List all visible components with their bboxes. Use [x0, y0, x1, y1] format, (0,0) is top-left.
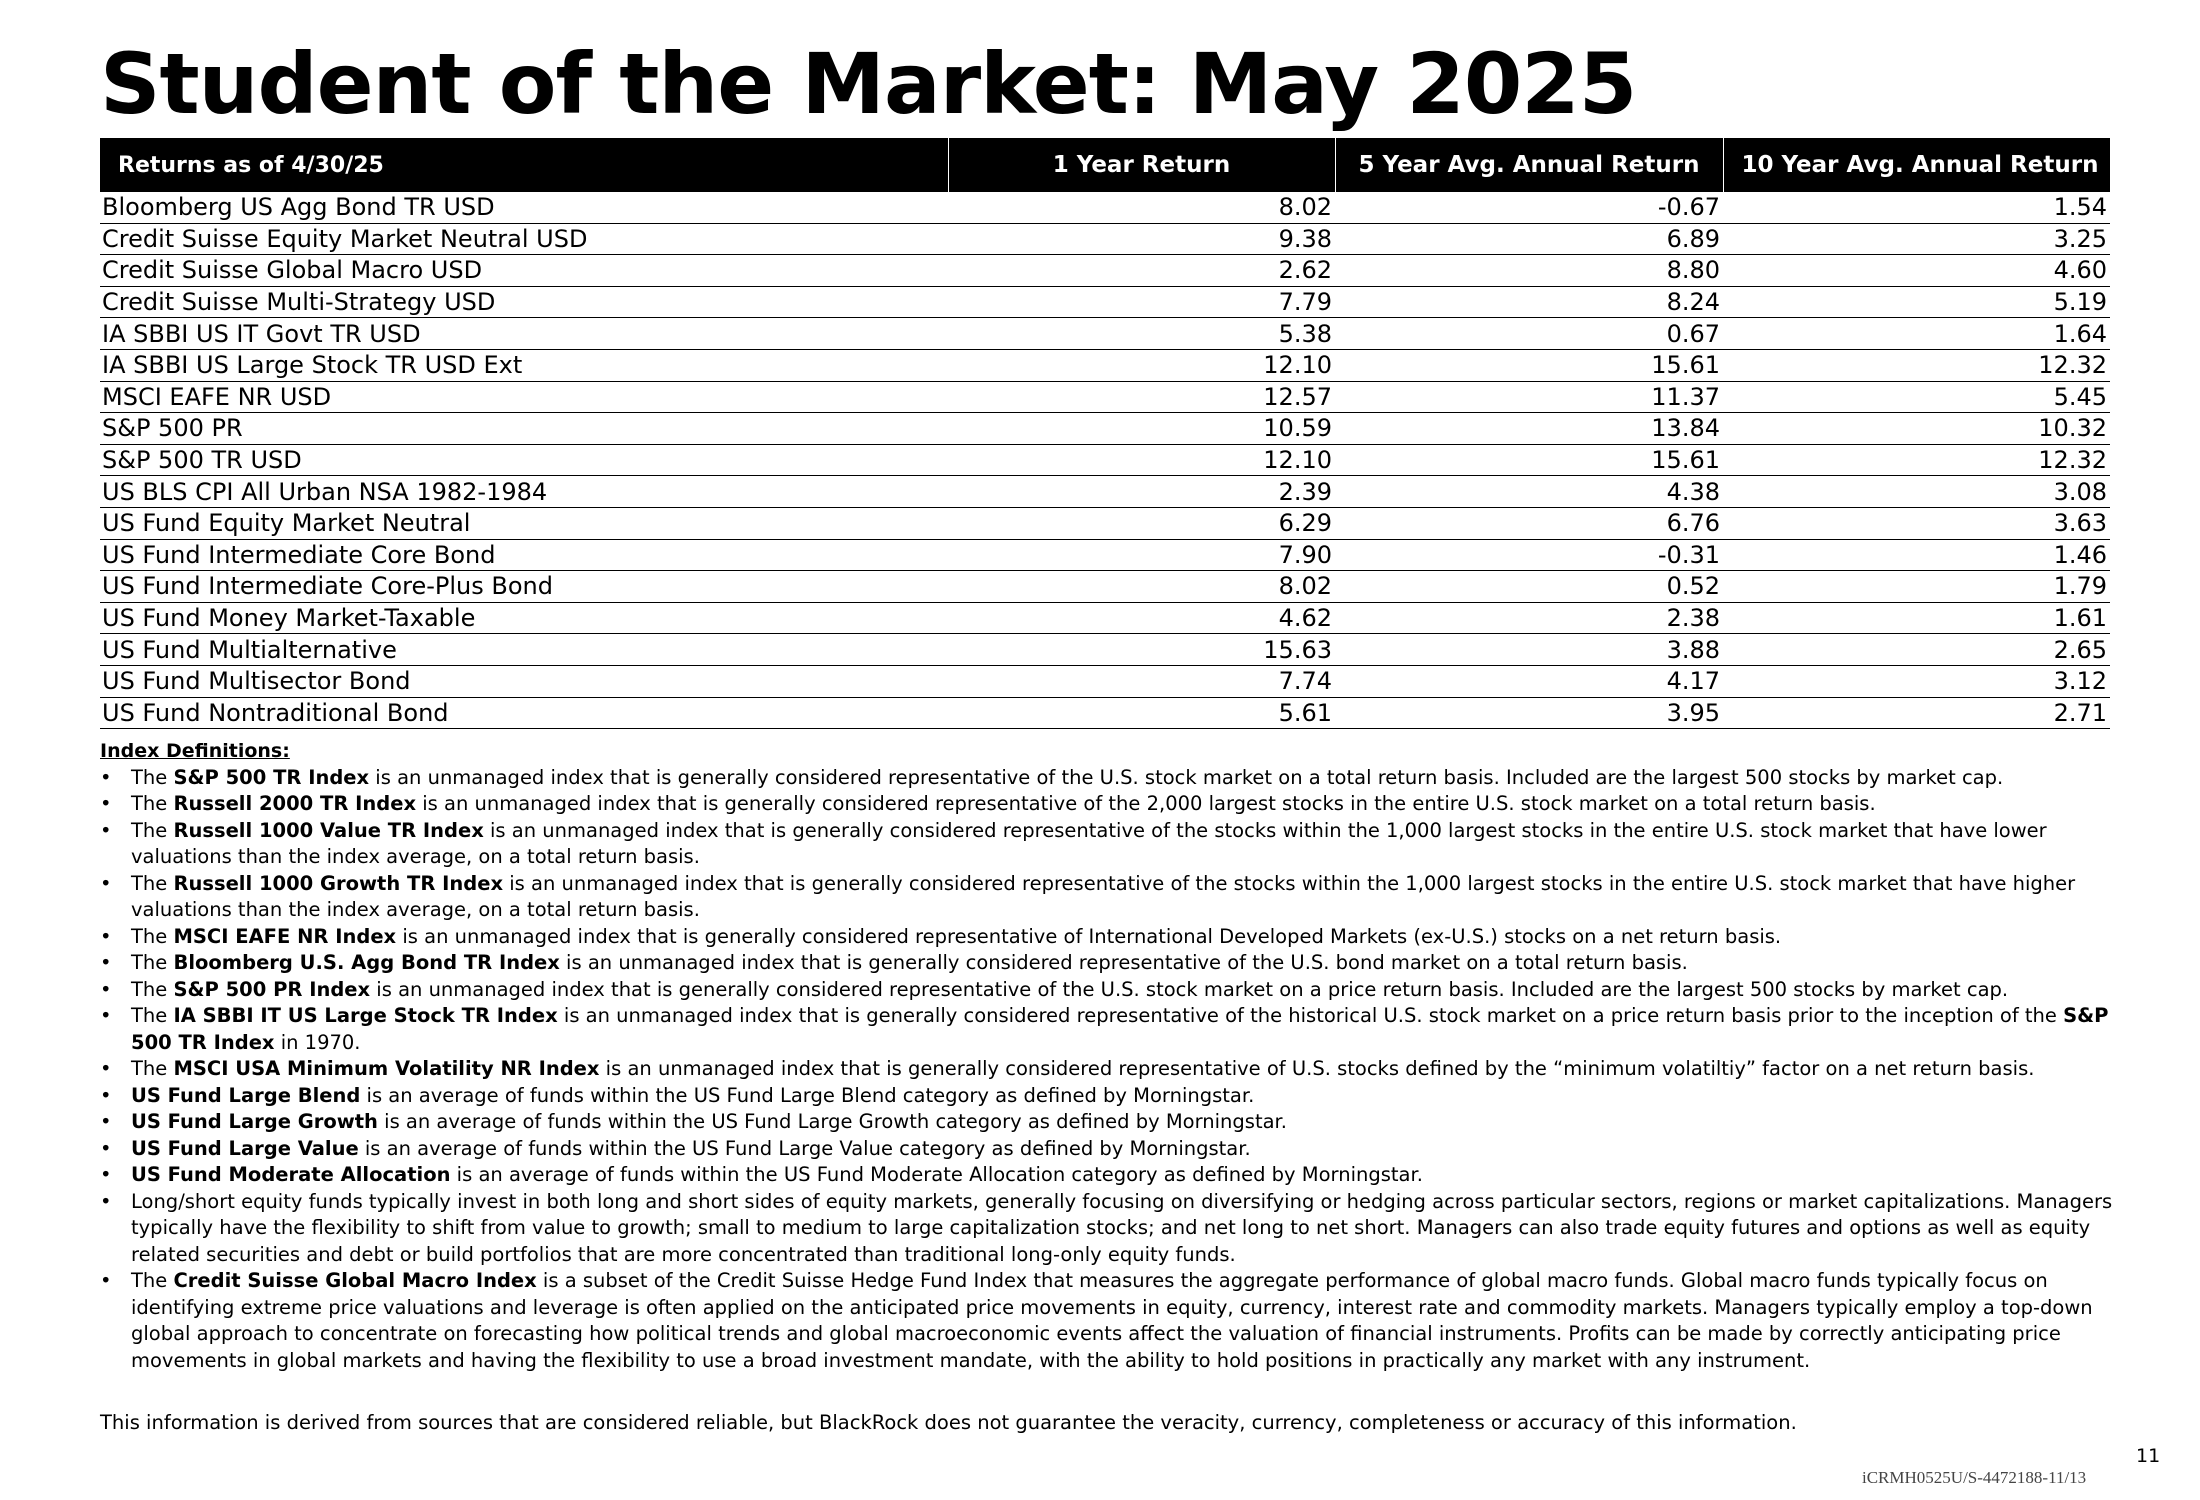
- one-year-return-cell: 4.62: [948, 602, 1335, 634]
- index-name-cell: Bloomberg US Agg Bond TR USD: [100, 192, 948, 223]
- definition-text: is an unmanaged index that is generally considered representative of the stocks within the 1,000 largest stocks in the entire U.S. stock market that have higher valuations than the index average, on a total return basis.: [131, 871, 2076, 921]
- five-year-return-cell: 15.61: [1335, 444, 1723, 476]
- table-row: [100, 697, 2110, 729]
- definition-term: MSCI EAFE NR Index: [173, 924, 397, 948]
- definition-item: [100, 765, 2120, 792]
- index-name-cell: Credit Suisse Multi-Strategy USD: [100, 286, 948, 318]
- definition-term: Bloomberg U.S. Agg Bond TR Index: [173, 951, 560, 974]
- five-year-return-cell: 6.89: [1335, 223, 1723, 255]
- definition-text: in 1970.: [274, 1030, 361, 1054]
- one-year-return-cell: 2.62: [948, 255, 1335, 287]
- definition-term: S&P 500 PR Index: [173, 977, 371, 1001]
- five-year-return-cell: 15.61: [1335, 349, 1723, 381]
- header-1-year-return: 1 Year Return: [948, 138, 1335, 192]
- definition-text: is an unmanaged index that is generally considered representative of the historical U.S. stock market on a price return basis prior to the inception of the: [557, 1004, 2064, 1027]
- table-row: [100, 444, 2110, 476]
- definition-text: is an average of funds within the US Fund Large Value category as defined by Morningstar.: [358, 1136, 1251, 1160]
- definition-term: Credit Suisse Global Macro Index: [173, 1269, 537, 1292]
- table-row: [100, 255, 2110, 287]
- ten-year-return-cell: 1.79: [1723, 571, 2110, 603]
- definition-text: Long/short equity funds typically invest in both long and short sides of equity markets, generally focusing on diversifying or hedging across particular sectors, regions or market capitalizations. Managers typically have the flexibility to shift from value to growth; small to medium to large capitalization stocks; and net long to net short. Managers can also trade equity futures and options as well as equity related securities and debt or build portfolios that are more concentrated than traditional long-only equity funds.: [131, 1189, 2113, 1266]
- one-year-return-cell: 12.10: [948, 444, 1335, 476]
- definition-term: US Fund Large Value: [131, 1136, 359, 1160]
- index-name-cell: US Fund Money Market-Taxable: [100, 602, 948, 634]
- index-name-cell: US BLS CPI All Urban NSA 1982-1984: [100, 476, 948, 508]
- table-body: [100, 192, 2110, 729]
- five-year-return-cell: 2.38: [1335, 602, 1723, 634]
- definition-item: [100, 977, 2120, 1004]
- definition-text: The: [131, 1004, 174, 1027]
- document-code: iCRMH0525U/S-4472188-11/13: [1862, 1468, 2087, 1487]
- five-year-return-cell: 4.17: [1335, 665, 1723, 697]
- index-name-cell: IA SBBI US IT Govt TR USD: [100, 318, 948, 350]
- ten-year-return-cell: 5.45: [1723, 381, 2110, 413]
- table-row: [100, 192, 2110, 223]
- one-year-return-cell: 15.63: [948, 634, 1335, 666]
- index-name-cell: IA SBBI US Large Stock TR USD Ext: [100, 349, 948, 381]
- ten-year-return-cell: 4.60: [1723, 255, 2110, 287]
- one-year-return-cell: 7.79: [948, 286, 1335, 318]
- definition-text: The: [131, 977, 174, 1001]
- header-returns-as-of: Returns as of 4/30/25: [100, 138, 948, 192]
- one-year-return-cell: 5.61: [948, 697, 1335, 729]
- definition-text: is an unmanaged index that is generally considered representative of the 2,000 largest stocks in the entire U.S. stock market on a total return basis.: [416, 792, 1876, 815]
- index-definitions: [100, 738, 2120, 1374]
- five-year-return-cell: 3.88: [1335, 634, 1723, 666]
- ten-year-return-cell: 3.08: [1723, 476, 2110, 508]
- definition-text: The: [131, 924, 174, 948]
- index-name-cell: US Fund Intermediate Core-Plus Bond: [100, 571, 948, 603]
- five-year-return-cell: 0.52: [1335, 571, 1723, 603]
- definition-text: is an unmanaged index that is generally considered representative of the U.S. stock market on a price return basis. Included are the largest 500 stocks by market cap.: [370, 977, 2009, 1001]
- one-year-return-cell: 8.02: [948, 571, 1335, 603]
- ten-year-return-cell: 3.25: [1723, 223, 2110, 255]
- one-year-return-cell: 12.10: [948, 349, 1335, 381]
- index-name-cell: Credit Suisse Equity Market Neutral USD: [100, 223, 948, 255]
- five-year-return-cell: 3.95: [1335, 697, 1723, 729]
- definition-item: [100, 1003, 2120, 1056]
- ten-year-return-cell: 12.32: [1723, 349, 2110, 381]
- one-year-return-cell: 6.29: [948, 507, 1335, 539]
- definition-text: The: [131, 871, 174, 895]
- table-row: [100, 602, 2110, 634]
- five-year-return-cell: -0.67: [1335, 192, 1723, 223]
- definition-text: is an unmanaged index that is generally considered representative of the U.S. bond market on a total return basis.: [559, 951, 1688, 974]
- definition-text: The: [131, 951, 174, 974]
- definition-text: is an average of funds within the US Fund Large Blend category as defined by Morningstar.: [360, 1083, 1255, 1107]
- one-year-return-cell: 8.02: [948, 192, 1335, 223]
- returns-table: [100, 138, 2110, 729]
- index-name-cell: US Fund Intermediate Core Bond: [100, 539, 948, 571]
- page-title: Student of the Market: May 2025: [100, 35, 1637, 133]
- definition-text: is a subset of the Credit Suisse Hedge Fund Index that measures the aggregate performance of global macro funds. Global macro funds typically focus on identifying extreme price valuations and leverage is often applied on the anticipated price movements in equity, currency, interest rate and commodity markets. Managers typically employ a top-down global approach to concentrate on forecasting how political trends and global macroeconomic events affect the valuation of financial instruments. Profits can be made by correctly anticipating price movements in global markets and having the flexibility to use a broad investment mandate, with the ability to hold positions in practically any market with any instrument.: [131, 1269, 2093, 1372]
- table-row: [100, 223, 2110, 255]
- ten-year-return-cell: 1.64: [1723, 318, 2110, 350]
- definition-text: is an unmanaged index that is generally considered representative of U.S. stocks defined by the “minimum volatiltiy” factor on a net return basis.: [599, 1057, 2035, 1080]
- table-row: [100, 571, 2110, 603]
- table-row: [100, 476, 2110, 508]
- table-row: [100, 413, 2110, 445]
- five-year-return-cell: 0.67: [1335, 318, 1723, 350]
- definition-item: [100, 950, 2120, 977]
- definition-term: IA SBBI IT US Large Stock TR Index: [173, 1004, 558, 1027]
- definition-text: is an average of funds within the US Fund Large Growth category as defined by Morningstar.: [377, 1110, 1287, 1133]
- definition-text: is an unmanaged index that is generally considered representative of the U.S. stock market on a total return basis. Included are the largest 500 stocks by market cap.: [369, 765, 2004, 789]
- ten-year-return-cell: 1.54: [1723, 192, 2110, 223]
- definitions-list: [100, 765, 2120, 1375]
- definition-text: The: [131, 765, 174, 789]
- definition-text: The: [131, 1269, 174, 1292]
- definition-item: [100, 1056, 2120, 1083]
- five-year-return-cell: 13.84: [1335, 413, 1723, 445]
- definition-term: S&P 500 TR Index: [173, 765, 370, 789]
- index-name-cell: US Fund Multialternative: [100, 634, 948, 666]
- table-row: [100, 349, 2110, 381]
- one-year-return-cell: 12.57: [948, 381, 1335, 413]
- one-year-return-cell: 7.90: [948, 539, 1335, 571]
- ten-year-return-cell: 2.65: [1723, 634, 2110, 666]
- ten-year-return-cell: 1.61: [1723, 602, 2110, 634]
- definition-text: is an unmanaged index that is generally considered representative of International Developed Markets (ex-U.S.) stocks on a net return basis.: [396, 924, 1782, 948]
- one-year-return-cell: 10.59: [948, 413, 1335, 445]
- disclaimer-text: This information is derived from sources that are considered reliable, but BlackRock does not guarantee the veracity, currency, completeness or accuracy of this information.: [100, 1411, 1797, 1434]
- one-year-return-cell: 2.39: [948, 476, 1335, 508]
- five-year-return-cell: 8.80: [1335, 255, 1723, 287]
- definition-item: [100, 1136, 2120, 1163]
- table-row: [100, 634, 2110, 666]
- definition-item: [100, 791, 2120, 818]
- definition-text: is an unmanaged index that is generally considered representative of the stocks within the 1,000 largest stocks in the entire U.S. stock market that have lower valuations than the index average, on a total return basis.: [131, 818, 2047, 868]
- ten-year-return-cell: 2.71: [1723, 697, 2110, 729]
- five-year-return-cell: -0.31: [1335, 539, 1723, 571]
- five-year-return-cell: 11.37: [1335, 381, 1723, 413]
- index-name-cell: Credit Suisse Global Macro USD: [100, 255, 948, 287]
- index-name-cell: S&P 500 TR USD: [100, 444, 948, 476]
- ten-year-return-cell: 3.63: [1723, 507, 2110, 539]
- page-number: 11: [2136, 1445, 2161, 1467]
- definition-term: Russell 1000 Growth TR Index: [173, 871, 504, 895]
- index-name-cell: US Fund Nontraditional Bond: [100, 697, 948, 729]
- index-name-cell: S&P 500 PR: [100, 413, 948, 445]
- definition-text: The: [131, 792, 174, 815]
- table-row: [100, 286, 2110, 318]
- five-year-return-cell: 8.24: [1335, 286, 1723, 318]
- one-year-return-cell: 5.38: [948, 318, 1335, 350]
- table-row: [100, 539, 2110, 571]
- definition-item: [100, 1083, 2120, 1110]
- ten-year-return-cell: 12.32: [1723, 444, 2110, 476]
- definition-term: US Fund Large Growth: [131, 1110, 378, 1133]
- definition-item: [100, 1268, 2120, 1374]
- one-year-return-cell: 7.74: [948, 665, 1335, 697]
- header-10-year-return: 10 Year Avg. Annual Return: [1723, 138, 2110, 192]
- definition-item: [100, 1109, 2120, 1136]
- definition-term: US Fund Moderate Allocation: [131, 1163, 451, 1186]
- index-name-cell: MSCI EAFE NR USD: [100, 381, 948, 413]
- five-year-return-cell: 6.76: [1335, 507, 1723, 539]
- index-name-cell: US Fund Equity Market Neutral: [100, 507, 948, 539]
- table-row: [100, 507, 2110, 539]
- table-header-row: [100, 138, 2110, 192]
- definition-term: Russell 2000 TR Index: [173, 792, 417, 815]
- ten-year-return-cell: 3.12: [1723, 665, 2110, 697]
- table-row: [100, 665, 2110, 697]
- table-row: [100, 318, 2110, 350]
- ten-year-return-cell: 5.19: [1723, 286, 2110, 318]
- definition-item: [100, 1189, 2120, 1269]
- definition-term: US Fund Large Blend: [131, 1083, 361, 1107]
- ten-year-return-cell: 1.46: [1723, 539, 2110, 571]
- definition-text: is an average of funds within the US Fund Moderate Allocation category as defined by Morningstar.: [450, 1163, 1423, 1186]
- header-5-year-return: 5 Year Avg. Annual Return: [1335, 138, 1723, 192]
- one-year-return-cell: 9.38: [948, 223, 1335, 255]
- five-year-return-cell: 4.38: [1335, 476, 1723, 508]
- ten-year-return-cell: 10.32: [1723, 413, 2110, 445]
- definition-term: S&P 500 TR Index: [131, 1004, 2109, 1054]
- definition-item: [100, 924, 2120, 951]
- table-row: [100, 381, 2110, 413]
- definition-text: The: [131, 818, 174, 842]
- index-name-cell: US Fund Multisector Bond: [100, 665, 948, 697]
- definition-text: The: [131, 1057, 174, 1080]
- definitions-title: Index Definitions:: [100, 740, 290, 762]
- definition-item: [100, 871, 2120, 924]
- definition-term: MSCI USA Minimum Volatility NR Index: [173, 1057, 600, 1080]
- definition-item: [100, 1162, 2120, 1189]
- definition-term: Russell 1000 Value TR Index: [173, 818, 484, 842]
- definition-item: [100, 818, 2120, 871]
